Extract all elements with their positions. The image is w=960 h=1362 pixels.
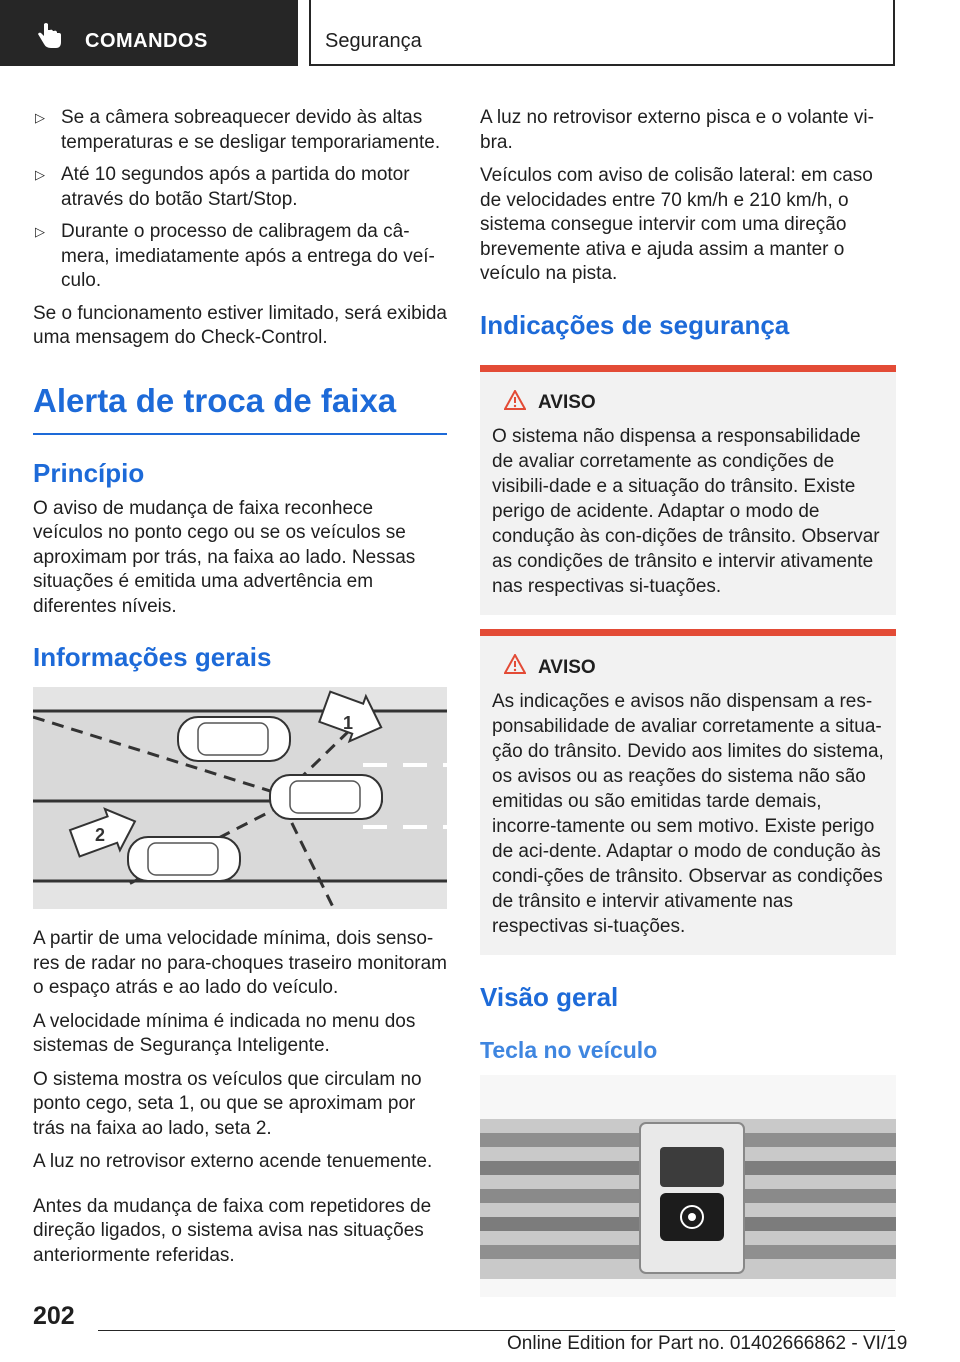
warning-header <box>504 654 884 682</box>
list-item-text: Durante o processo de calibragem da câ-mera, imediatamente após a entrega do veí-culo. <box>61 221 435 291</box>
principle-paragraph: O aviso de mudança de faixa reconhece veículos no ponto cego ou se os veículos se aproximam por trás, na faixa ao lado. Nessas situações é emitida uma advertência em diferentes níveis. <box>33 497 416 617</box>
button-heading: Tecla no veículo <box>480 1036 658 1063</box>
warning-title: AVISO <box>538 392 596 413</box>
warning-header <box>504 390 884 418</box>
car-icon <box>178 717 290 761</box>
arrow-label: 1 <box>343 713 354 733</box>
list-item <box>33 106 447 155</box>
header-divider <box>309 0 311 66</box>
list-item-text: Se a câmera sobreaquecer devido às altas temperaturas e se desligar temporariamente. <box>61 107 441 153</box>
paragraph: A luz no retrovisor externo pisca e o volante vi-bra. <box>480 107 874 153</box>
arrow-label: 2 <box>95 825 106 845</box>
safety-heading: Indicações de segurança <box>480 309 790 340</box>
warning-triangle-icon <box>504 390 526 418</box>
warning-text: O sistema não dispensa a responsabilidade de avaliar corretamente as condições de visibili-dade e a situação do trânsito. Existe perigo de acidente. Adaptar o modo de condução às con-dições de trânsito. Observar as condições de trânsito e intervir ativamente nas respectivas si-tuações. <box>492 426 880 597</box>
paragraph: O sistema mostra os veículos que circulam no ponto cego, seta 1, ou que se aproximam por trás na faixa ao lado, seta 2. <box>33 1068 422 1139</box>
list-item <box>33 163 447 212</box>
hand-pointer-icon <box>34 22 64 55</box>
footer-edition: Online Edition for Part no. 01402666862 - VI/19 <box>507 1333 908 1354</box>
right-column <box>480 106 896 1297</box>
footer-rule <box>98 1330 895 1331</box>
principle-heading: Princípio <box>33 457 145 488</box>
warning-box <box>480 629 896 955</box>
paragraph: A velocidade mínima é indicada no menu dos sistemas de Segurança Inteligente. <box>33 1010 416 1056</box>
car-icon <box>128 837 240 881</box>
lane-change-illustration <box>33 687 447 909</box>
header-rule <box>309 64 895 66</box>
paragraph: Antes da mudança de faixa com repetidores de direção ligados, o sistema avisa nas situações anteriormente referidas. <box>33 1195 432 1266</box>
warning-triangle-icon <box>504 654 526 682</box>
paragraph: Veículos com aviso de colisão lateral: em caso de velocidades entre 70 km/h e 210 km/h, o sistema consegue intervir com uma direção brevemente ativa e ajuda assim a manter o veículo na pista. <box>480 165 873 284</box>
paragraph: A luz no retrovisor externo acende tenuemente. <box>33 1151 433 1172</box>
left-column <box>33 106 447 1277</box>
triangle-bullet-icon: ▷ <box>35 110 45 125</box>
title-rule <box>33 433 447 435</box>
vehicle-button-photo <box>480 1075 896 1297</box>
header-divider-right <box>893 0 895 66</box>
overview-heading: Visão geral <box>480 981 619 1012</box>
chapter-tab[interactable] <box>0 0 298 66</box>
page-number: 202 <box>33 1302 75 1330</box>
triangle-bullet-icon: ▷ <box>35 167 45 182</box>
warning-text: As indicações e avisos não dispensam a res-ponsabilidade de avaliar corretamente a situa-ção do trânsito. Devido aos limites do sistema, os avisos ou as reações do sistema não são emitidas ou são emitidas tarde demais, incorre-tamente ou sem motivo. Existe perigo de aci-dente. Adaptar o modo de condução às condi-ções de trânsito. Observar as condições de trânsito e intervir ativamente nas respectivas si-tuações. <box>492 690 884 937</box>
warning-box <box>480 365 896 616</box>
limited-paragraph: Se o funcionamento estiver limitado, será exibida uma mensagem do Check-Control. <box>33 302 448 348</box>
chapter-tab-label: COMANDOS <box>85 30 208 52</box>
general-info-heading: Informações gerais <box>33 642 272 672</box>
paragraph: A partir de uma velocidade mínima, dois senso-res de radar no para-choques traseiro monitoram o espaço atrás e ao lado do veículo. <box>33 928 447 998</box>
triangle-bullet-icon: ▷ <box>35 224 45 239</box>
section-label: Segurança <box>325 30 422 52</box>
list-item <box>33 220 447 294</box>
warning-title: AVISO <box>538 656 596 678</box>
list-item-text: Até 10 segundos após a partida do motor através do botão Start/Stop. <box>61 164 410 210</box>
page-title: Alerta de troca de faixa <box>33 381 397 419</box>
car-icon <box>270 775 382 819</box>
